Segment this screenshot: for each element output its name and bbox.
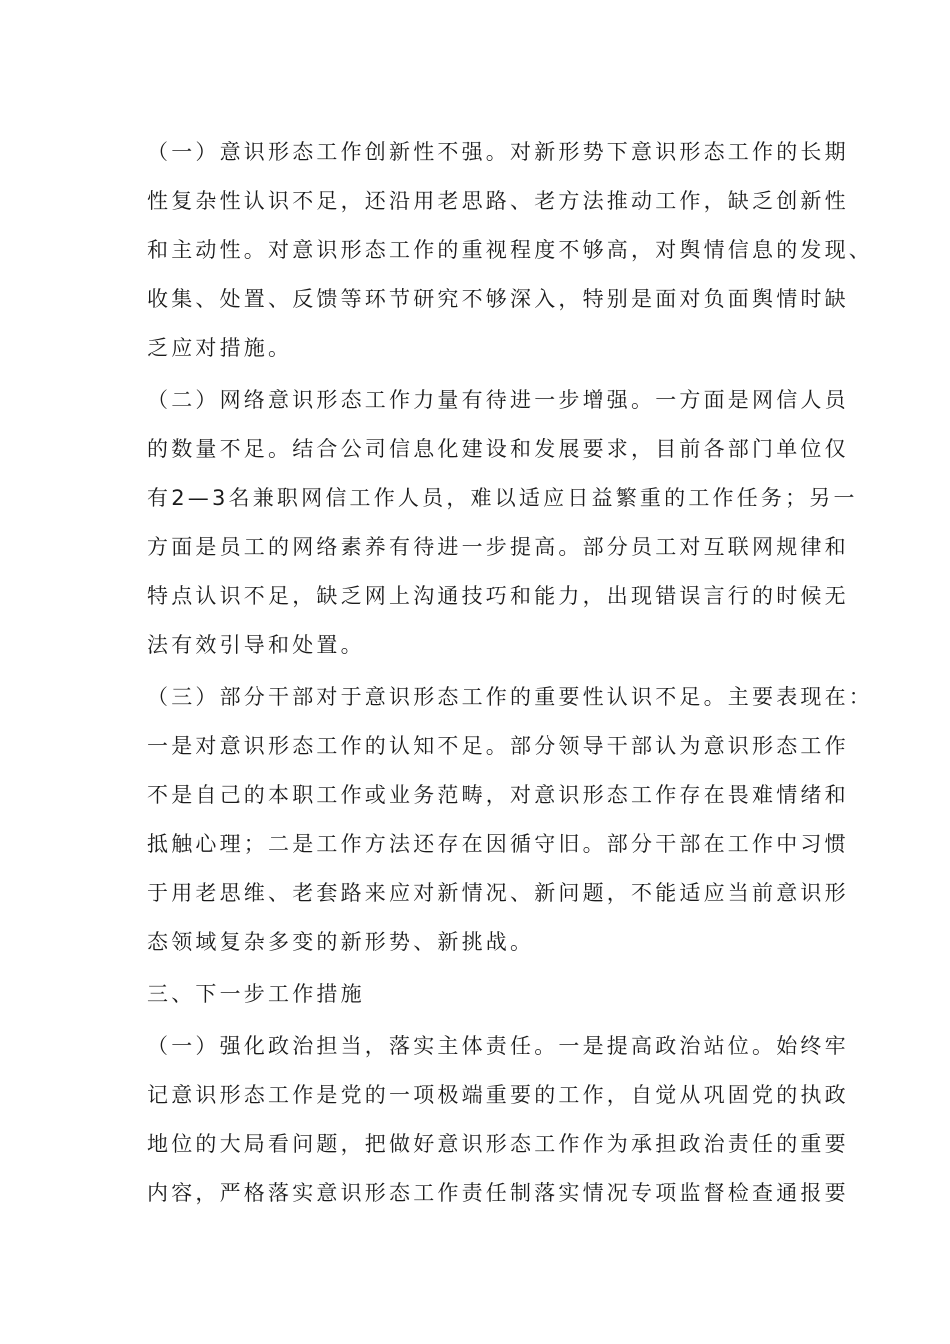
text-line: 态领域复杂多变的新形势、新挑战。 bbox=[147, 930, 535, 954]
text-line: 于用老思维、老套路来应对新情况、新问题，不能适应当前意识形 bbox=[147, 881, 849, 905]
text-line: 法有效引导和处置。 bbox=[147, 633, 365, 657]
text-line: 性复杂性认识不足，还沿用老思路、老方法推动工作，缺乏创新性 bbox=[147, 189, 849, 213]
text-line: 不是自己的本职工作或业务范畴，对意识形态工作存在畏难情绪和 bbox=[147, 783, 849, 807]
text-line: 和主动性。对意识形态工作的重视程度不够高，对舆情信息的发现、 bbox=[147, 238, 873, 262]
text-line: 地位的大局看问题，把做好意识形态工作作为承担政治责任的重要 bbox=[147, 1132, 849, 1156]
text-line: 方面是员工的网络素养有待进一步提高。部分员工对互联网规律和 bbox=[147, 535, 849, 559]
section-heading: 三、下一步工作措施 bbox=[147, 982, 365, 1006]
text-line: （二）网络意识形态工作力量有待进一步增强。一方面是网信人员 bbox=[147, 388, 849, 412]
text-line: （一）意识形态工作创新性不强。对新形势下意识形态工作的长期 bbox=[147, 140, 849, 164]
text-line: 记意识形态工作是党的一项极端重要的工作，自觉从巩固党的执政 bbox=[147, 1083, 849, 1107]
text-line: （三）部分干部对于意识形态工作的重要性认识不足。主要表现在： bbox=[147, 685, 873, 709]
text-line: 特点认识不足，缺乏网上沟通技巧和能力，出现错误言行的时候无 bbox=[147, 584, 849, 608]
text-line: 抵触心理；二是工作方法还存在因循守旧。部分干部在工作中习惯 bbox=[147, 832, 849, 856]
text-line: 有2—3名兼职网信工作人员，难以适应日益繁重的工作任务；另一 bbox=[147, 486, 858, 510]
text-line: 内容，严格落实意识形态工作责任制落实情况专项监督检查通报要 bbox=[147, 1181, 849, 1205]
text-line: （一）强化政治担当，落实主体责任。一是提高政治站位。始终牢 bbox=[147, 1034, 849, 1058]
text-line: 的数量不足。结合公司信息化建设和发展要求，目前各部门单位仅 bbox=[147, 437, 849, 461]
text-line: 一是对意识形态工作的认知不足。部分领导干部认为意识形态工作 bbox=[147, 734, 849, 758]
text-line: 乏应对措施。 bbox=[147, 336, 293, 360]
text-line: 收集、处置、反馈等环节研究不够深入，特别是面对负面舆情时缺 bbox=[147, 287, 849, 311]
